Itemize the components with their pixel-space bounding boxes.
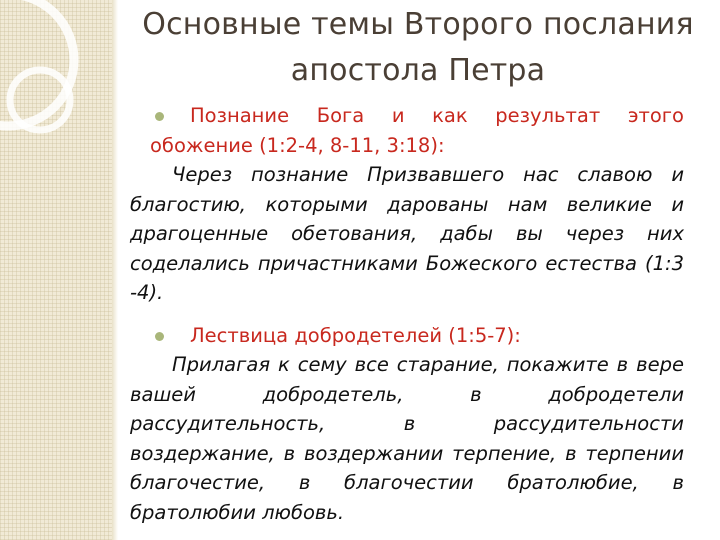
section-2-quote: Прилагая к сему все старание, покажите в вере вашей добродетель, в добродетели рассудительность, в рассудительности воздержание, в воздержании терпение, в терпении благочестие, в благочестии братолюбие, в братолюбии любовь.	[130, 353, 684, 524]
title-line-2: апостола Петра	[290, 53, 546, 88]
decorative-circles	[0, 0, 118, 540]
section-1-heading: Познание Бога и как результат этого	[130, 101, 684, 131]
section-2	[130, 321, 684, 528]
section-1	[130, 101, 684, 308]
page-title	[118, 2, 718, 94]
section-1-quote: Через познание Призвавшего нас славою и благостию, которыми дарованы нам великие и драгоценные обетования, дабы вы через них соделались причастниками Божеского естества (1:3 -4).	[130, 163, 684, 304]
content-body	[130, 101, 684, 527]
section-1-heading-cont: обожение (1:2-4, 8-11, 3:18):	[150, 133, 445, 157]
section-2-heading: Лествица добродетелей (1:5-7):	[130, 321, 684, 351]
title-line-1: Основные темы Второго послания	[142, 7, 694, 42]
bullet-icon	[155, 332, 164, 341]
bullet-icon	[155, 112, 164, 121]
